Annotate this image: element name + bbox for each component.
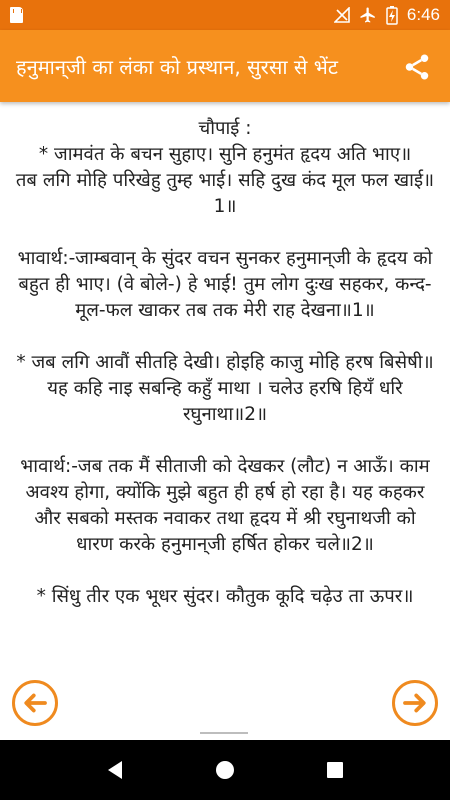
arrow-right-icon <box>400 688 430 718</box>
home-button[interactable] <box>205 750 245 790</box>
home-circle-icon <box>214 759 236 781</box>
verse-line: यह कहि नाइ सबन्हि कहुँ माथा । चलेउ हरषि हियँ धरि रघुनाथा॥2॥ <box>47 378 403 425</box>
meaning-block-1 <box>14 246 436 324</box>
page-title: हनुमान्‌जी का लंका को प्रस्थान, सुरसा से भेंट <box>16 54 338 79</box>
back-button[interactable] <box>95 750 135 790</box>
share-icon <box>402 52 432 82</box>
battery-charging-icon <box>386 5 398 25</box>
sd-card-icon <box>10 7 23 23</box>
verse-line: * जामवंत के बचन सुहाए। सुनि हनुमंत हृदय अति भाए॥ <box>38 144 412 165</box>
arrow-left-icon <box>20 688 50 718</box>
recents-button[interactable] <box>315 750 355 790</box>
verse-block-chaupai-2 <box>14 350 436 428</box>
signal-off-icon <box>334 7 350 23</box>
previous-button[interactable] <box>12 680 58 726</box>
system-nav-bar <box>0 740 450 800</box>
meaning-block-2 <box>14 454 436 558</box>
app-bar <box>0 30 450 102</box>
verse-line: * जब लगि आवौं सीतहि देखी। होइहि काजु मोहि हरष बिसेषी॥ <box>16 352 434 373</box>
meaning-text: भावार्थ:-जब तक मैं सीताजी को देखकर (लौट) न आऊँ। काम अवश्य होगा, क्योंकि मुझे बहुत ही हर्ष हो रहा है। यह कहकर और सबको मस्तक नवाकर तथा हृदय में श्री रघुनाथजी को धारण करके हनुमान्‌जी हर्षित होकर चले॥2॥ <box>20 456 430 555</box>
back-triangle-icon <box>105 759 125 781</box>
verse-block-chaupai-3 <box>14 584 436 610</box>
recents-square-icon <box>325 760 345 780</box>
status-bar <box>0 0 450 30</box>
scroll-indicator <box>200 732 248 734</box>
verse-block-chaupai-1 <box>14 116 436 220</box>
verse-line: * सिंधु तीर एक भूधर सुंदर। कौतुक कूदि चढ़ेउ ता ऊपर॥ <box>36 586 414 607</box>
share-button[interactable] <box>402 52 432 82</box>
airplane-icon <box>359 6 377 24</box>
verse-content[interactable] <box>0 102 450 740</box>
next-button[interactable] <box>392 680 438 726</box>
status-time: 6:46 <box>406 5 440 24</box>
verse-line: तब लगि मोहि परिखेहु तुम्ह भाई। सहि दुख कंद मूल फल खाई॥1॥ <box>15 170 435 217</box>
meaning-text: भावार्थ:-जाम्बवान्‌ के सुंदर वचन सुनकर हनुमान्‌जी के हृदय को बहुत ही भाए। (वे बोले-) हे भाई! तुम लोग दुःख सहकर, कन्द-मूल-फल खाकर तब तक मेरी राह देखना॥1॥ <box>17 248 433 321</box>
verse-line: चौपाई : <box>198 118 252 139</box>
